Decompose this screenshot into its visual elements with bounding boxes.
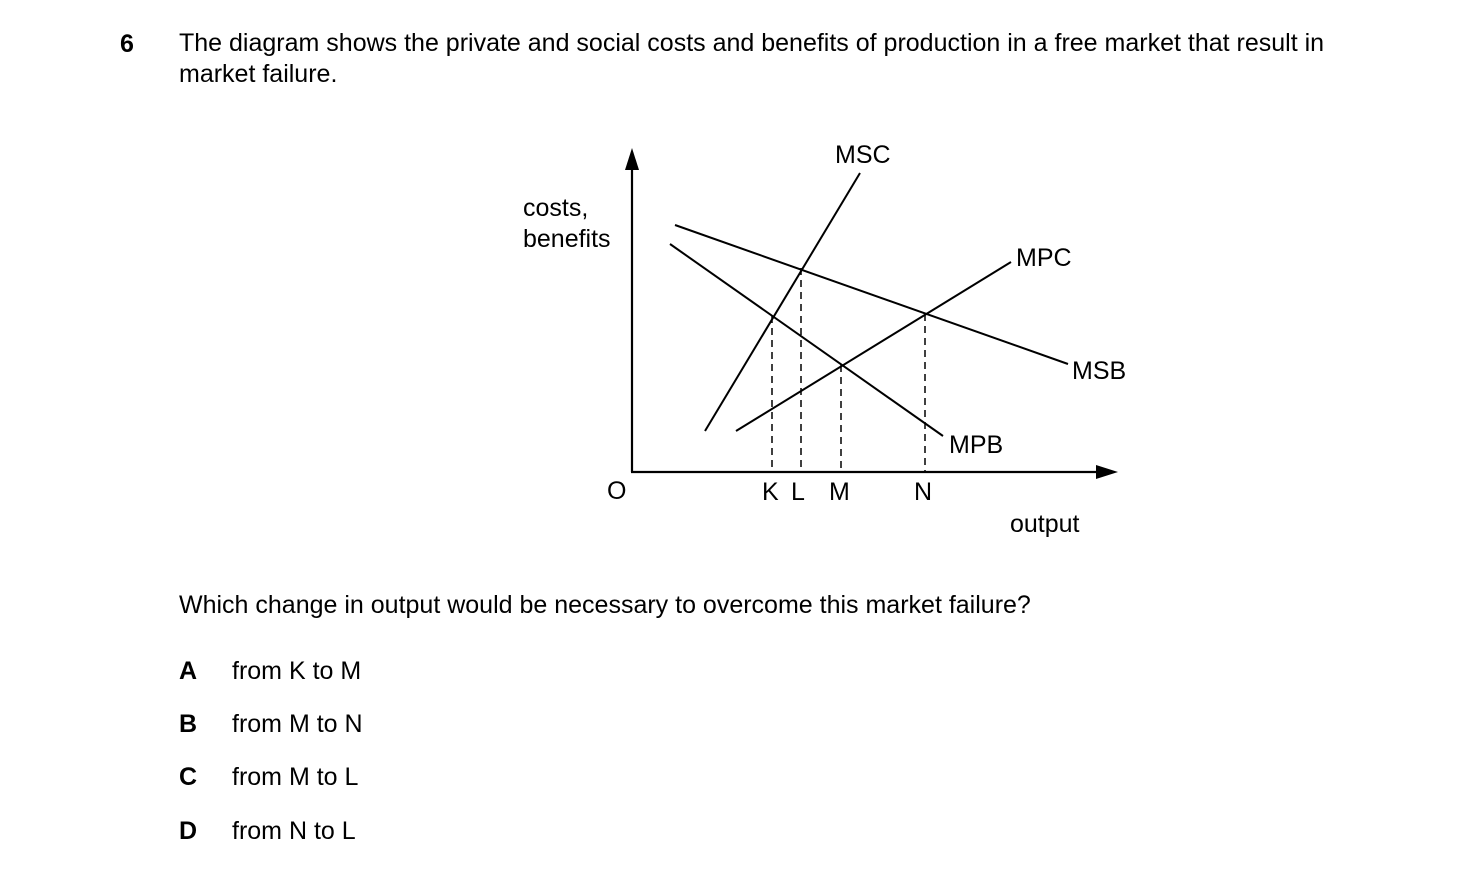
mpb-label: MPB <box>949 431 1004 459</box>
option-text: from M to N <box>232 710 363 738</box>
option-letter: C <box>179 763 198 791</box>
question-prompt: Which change in output would be necessary to overcome this market failure? <box>179 591 1031 619</box>
n-label: N <box>914 478 933 506</box>
option-text: from N to L <box>232 817 356 845</box>
mpc-label: MPC <box>1016 244 1072 272</box>
msb-curve <box>675 225 1068 364</box>
question-number: 6 <box>120 30 134 58</box>
option-text: from K to M <box>232 657 362 685</box>
msc-curve <box>705 173 860 431</box>
option-text: from M to L <box>232 763 359 791</box>
option-letter: B <box>179 710 198 738</box>
option-letter: A <box>179 657 198 685</box>
question-stem: The diagram shows the private and social costs and benefits of production in a free market that result in market failure. <box>179 29 1325 88</box>
m-label: M <box>829 478 850 506</box>
k-label: K <box>762 478 779 506</box>
l-label: L <box>791 478 805 506</box>
y-axis-label-line1: costs, <box>523 194 589 222</box>
y-axis-arrowhead <box>625 148 639 170</box>
x-axis-arrowhead <box>1096 465 1118 479</box>
origin-label: O <box>607 477 627 505</box>
mpc-curve <box>736 262 1011 431</box>
y-axis-label-line2: benefits <box>523 225 611 253</box>
x-axis-label: output <box>1010 510 1080 538</box>
mpb-curve <box>670 244 943 436</box>
option-letter: D <box>179 817 198 845</box>
msb-label: MSB <box>1072 357 1127 385</box>
msc-label: MSC <box>835 141 891 169</box>
